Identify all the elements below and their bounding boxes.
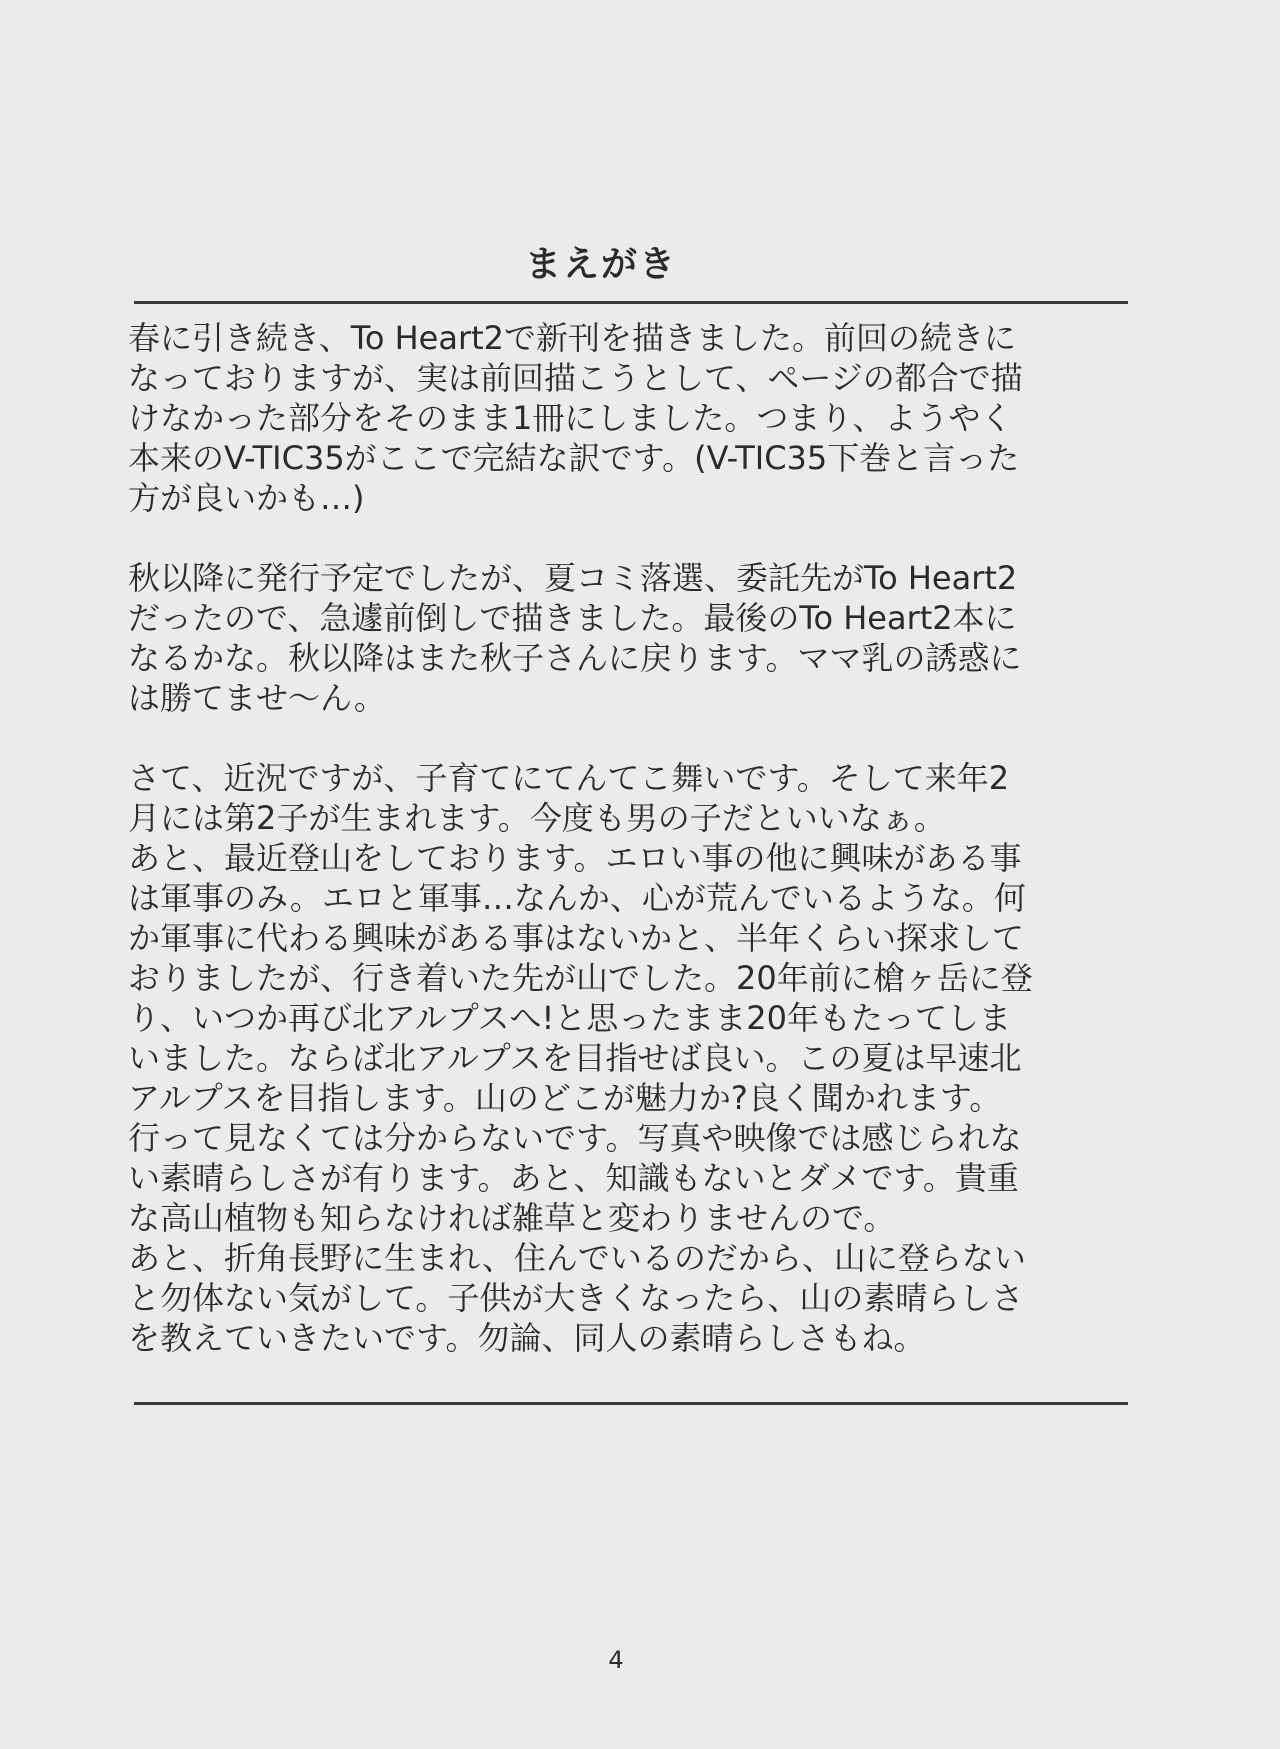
text-line: なるかな。秋以降はまた秋子さんに戻ります。ママ乳の誘惑に — [128, 639, 1022, 677]
top-divider — [134, 301, 1128, 304]
text-line: アルプスを目指します。山のどこが魅力か?良く聞かれます。 — [128, 1079, 1002, 1117]
text-line: は勝てませ〜ん。 — [128, 679, 386, 717]
text-line: 方が良いかも…) — [128, 479, 365, 517]
text-line: 本来のV-TIC35がここで完結な訳です。(V-TIC35下巻と言った — [128, 439, 1020, 477]
text-line: 月には第2子が生まれます。今度も男の子だといいなぁ。 — [128, 799, 946, 837]
text-line: おりましたが、行き着いた先が山でした。20年前に槍ヶ岳に登 — [128, 959, 1033, 997]
page-number: 4 — [608, 1646, 624, 1674]
paragraph-2 — [128, 558, 1138, 718]
text-line: いました。ならば北アルプスを目指せば良い。この夏は早速北 — [128, 1039, 1022, 1077]
text-line: さて、近況ですが、子育てにてんてこ舞いです。そして来年2 — [128, 759, 1010, 797]
body-text — [128, 318, 1138, 1398]
text-line: あと、折角長野に生まれ、住んでいるのだから、山に登らない — [128, 1239, 1026, 1277]
text-line: あと、最近登山をしております。エロい事の他に興味がある事 — [128, 839, 1022, 877]
text-line: な高山植物も知らなければ雑草と変わりませんので。 — [128, 1199, 896, 1237]
paragraph-1 — [128, 318, 1138, 518]
text-line: と勿体ない気がして。子供が大きくなったら、山の素晴らしさ — [128, 1279, 1024, 1317]
text-line: けなかった部分をそのまま1冊にしました。つまり、ようやく — [128, 399, 1013, 437]
page-title: まえがき — [524, 244, 677, 285]
bottom-divider — [134, 1402, 1128, 1405]
text-line: なっておりますが、実は前回描こうとして、ページの都合で描 — [128, 359, 1023, 397]
text-line: か軍事に代わる興味がある事はないかと、半年くらい探求して — [128, 919, 1025, 957]
text-line: 行って見なくては分からないです。写真や映像では感じられな — [128, 1119, 1022, 1157]
text-line: は軍事のみ。エロと軍事…なんか、心が荒んでいるような。何 — [128, 879, 1026, 917]
text-line: い素晴らしさが有ります。あと、知識もないとダメです。貴重 — [128, 1159, 1019, 1197]
text-line: り、いつか再び北アルプスへ!と思ったまま20年もたってしま — [128, 999, 1011, 1037]
paragraph-3 — [128, 758, 1138, 1358]
text-line: 秋以降に発行予定でしたが、夏コミ落選、委託先がTo Heart2 — [128, 559, 1018, 597]
text-line: だったので、急遽前倒しで描きました。最後のTo Heart2本に — [128, 599, 1017, 637]
text-line: 春に引き続き、To Heart2で新刊を描きました。前回の続きに — [128, 319, 1017, 357]
text-line: を教えていきたいです。勿論、同人の素晴らしさもね。 — [128, 1319, 926, 1357]
